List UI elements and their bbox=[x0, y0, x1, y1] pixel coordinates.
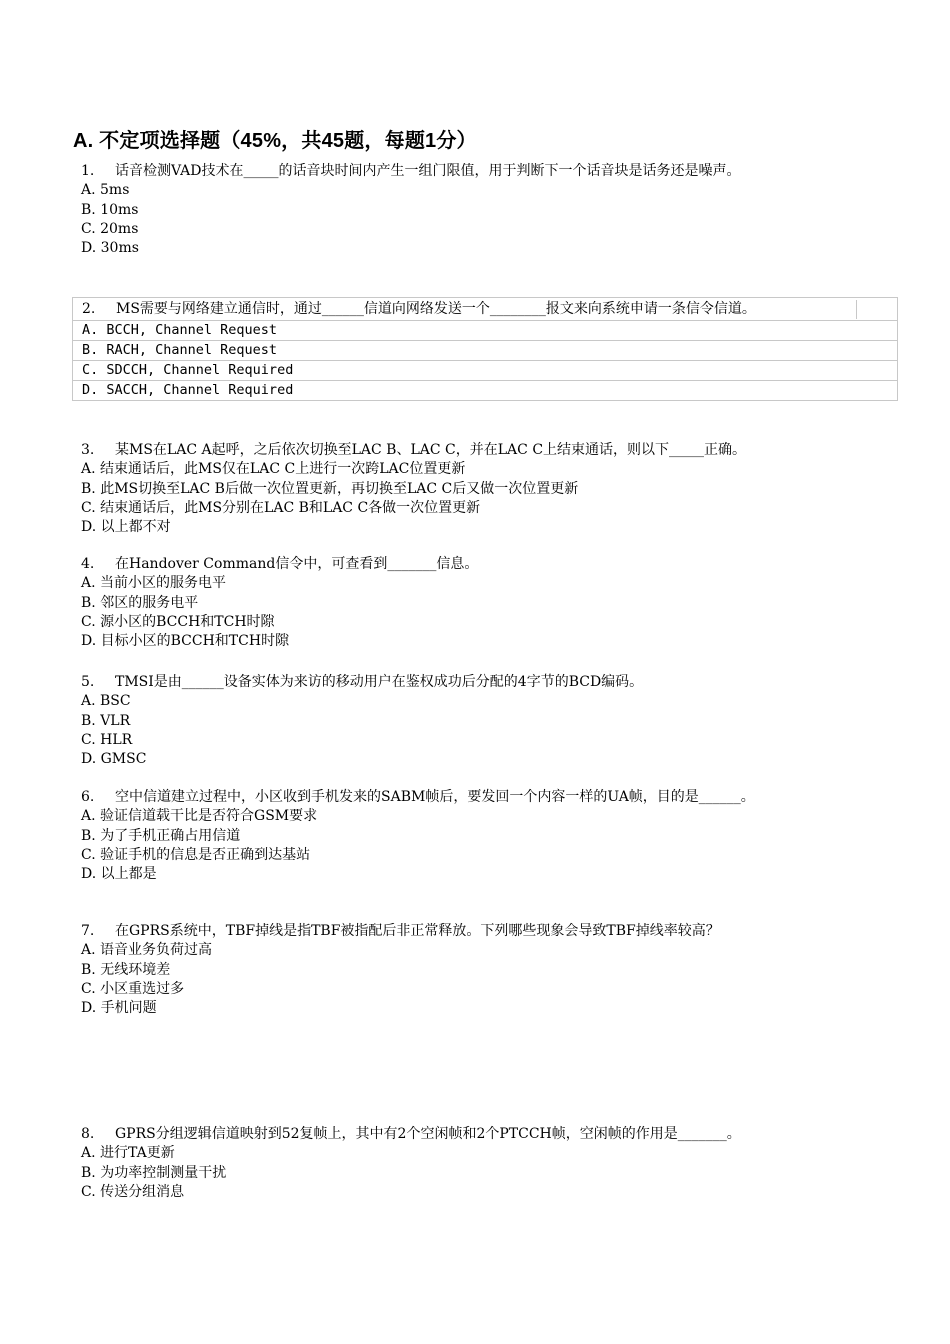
option-c[interactable]: C. 源小区的BCCH和TCH时隙 bbox=[81, 613, 275, 630]
question-text: GPRS分组逻辑信道映射到52复帧上，其中有2个空闲帧和2个PTCCH帧，空闲帧的作用是_______。 bbox=[115, 1126, 741, 1142]
option-c[interactable]: C. 验证手机的信息是否正确到达基站 bbox=[81, 846, 311, 863]
question-text: TMSI是由______设备实体为来访的移动用户在鉴权成功后分配的4字节的BCD编码。 bbox=[115, 674, 644, 690]
option-a[interactable]: A. 结束通话后，此MS仅在LAC C上进行一次跨LAC位置更新 bbox=[81, 461, 466, 478]
question-text: 某MS在LAC A起呼，之后依次切换至LAC B、LAC C，并在LAC C上结束通话，则以下_____正确。 bbox=[115, 442, 747, 458]
option-c[interactable]: C. 传送分组消息 bbox=[81, 1183, 185, 1200]
question-stem bbox=[81, 922, 791, 941]
option-c[interactable]: C. HLR bbox=[81, 731, 133, 748]
question-number: 6. bbox=[81, 789, 95, 805]
option-d[interactable]: D. SACCH, Channel Required bbox=[73, 380, 897, 400]
question-stem bbox=[81, 555, 841, 574]
option-c[interactable]: C. SDCCH, Channel Required bbox=[73, 360, 897, 380]
question-stem-row bbox=[73, 298, 897, 320]
question-text: 话音检测VAD技术在_____的话音块时间内产生一组门限值，用于判断下一个话音块是话务还是噪声。 bbox=[115, 163, 741, 179]
option-a[interactable]: A. BCCH, Channel Request bbox=[73, 320, 897, 340]
option-a[interactable]: A. 语音业务负荷过高 bbox=[81, 942, 213, 959]
question-text: MS需要与网络建立通信时，通过______信道向网络发送一个________报文来向系统申请一条信令信道。 bbox=[116, 301, 756, 317]
question-2-table bbox=[72, 297, 898, 401]
option-a[interactable]: A. BSC bbox=[81, 693, 131, 710]
question-3 bbox=[81, 441, 841, 537]
question-number: 1. bbox=[81, 163, 95, 179]
section-title: A. 不定项选择题（45%，共45题，每题1分） bbox=[73, 130, 477, 152]
option-a[interactable]: A. 当前小区的服务电平 bbox=[81, 575, 227, 592]
option-c[interactable]: C. 结束通话后，此MS分别在LAC B和LAC C各做一次位置更新 bbox=[81, 499, 481, 516]
question-text: 空中信道建立过程中，小区收到手机发来的SABM帧后，要发回一个内容一样的UA帧，目的是______。 bbox=[115, 789, 755, 805]
question-stem bbox=[81, 1125, 829, 1144]
option-d[interactable]: D. GMSC bbox=[81, 751, 147, 768]
option-c[interactable]: C. 20ms bbox=[81, 220, 139, 237]
question-number: 2. bbox=[82, 301, 96, 317]
table-side-cell bbox=[856, 300, 897, 319]
question-stem bbox=[81, 673, 841, 692]
question-number: 7. bbox=[81, 923, 95, 939]
option-b[interactable]: B. 邻区的服务电平 bbox=[81, 594, 199, 611]
option-d[interactable]: D. 以上都不对 bbox=[81, 519, 171, 536]
question-text: 在Handover Command信令中，可查看到_______信息。 bbox=[115, 556, 479, 572]
question-number: 3. bbox=[81, 442, 95, 458]
option-b[interactable]: B. RACH, Channel Request bbox=[73, 340, 897, 360]
option-a[interactable]: A. 验证信道载干比是否符合GSM要求 bbox=[81, 808, 318, 825]
option-d[interactable]: D. 手机问题 bbox=[81, 1000, 157, 1017]
question-7 bbox=[81, 922, 791, 1018]
option-b[interactable]: B. 为功率控制测量干扰 bbox=[81, 1164, 227, 1181]
option-d[interactable]: D. 30ms bbox=[81, 240, 139, 257]
option-d[interactable]: D. 目标小区的BCCH和TCH时隙 bbox=[81, 633, 290, 650]
question-5 bbox=[81, 673, 841, 769]
question-stem bbox=[81, 162, 833, 181]
question-number: 4. bbox=[81, 556, 95, 572]
question-8 bbox=[81, 1125, 829, 1202]
option-c[interactable]: C. 小区重选过多 bbox=[81, 980, 185, 997]
option-b[interactable]: B. VLR bbox=[81, 712, 131, 729]
question-6 bbox=[81, 788, 841, 884]
option-a[interactable]: A. 进行TA更新 bbox=[81, 1145, 175, 1162]
option-b[interactable]: B. 此MS切换至LAC B后做一次位置更新，再切换至LAC C后又做一次位置更新 bbox=[81, 480, 579, 497]
question-number: 5. bbox=[81, 674, 95, 690]
option-b[interactable]: B. 无线环境差 bbox=[81, 961, 171, 978]
option-d[interactable]: D. 以上都是 bbox=[81, 866, 157, 883]
question-1 bbox=[81, 162, 833, 258]
option-b[interactable]: B. 为了手机正确占用信道 bbox=[81, 827, 241, 844]
question-4 bbox=[81, 555, 841, 651]
question-number: 8. bbox=[81, 1126, 95, 1142]
question-text: 在GPRS系统中，TBF掉线是指TBF被指配后非正常释放。下列哪些现象会导致TBF掉线率较高？ bbox=[115, 923, 720, 939]
option-b[interactable]: B. 10ms bbox=[81, 201, 139, 218]
option-a[interactable]: A. 5ms bbox=[81, 182, 130, 199]
question-stem bbox=[81, 788, 841, 807]
question-stem bbox=[81, 441, 841, 460]
